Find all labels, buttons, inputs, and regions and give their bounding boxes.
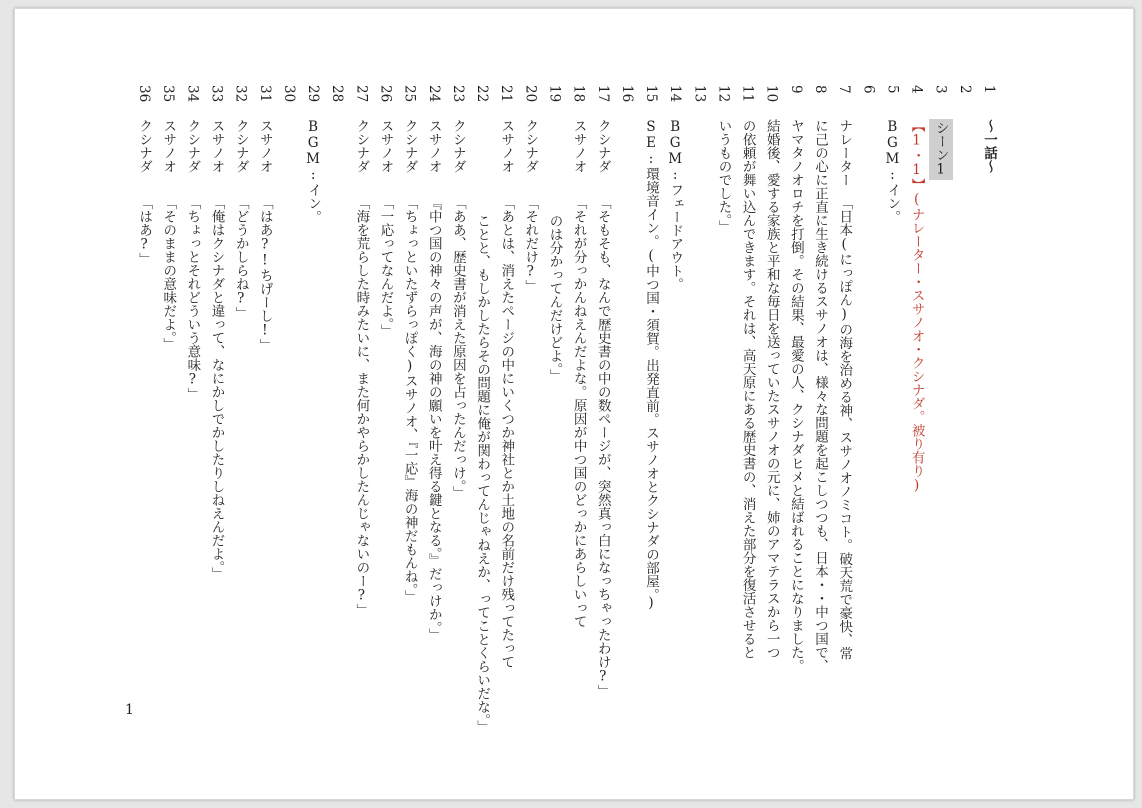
line-number: 22	[474, 85, 491, 103]
script-line	[277, 9, 301, 799]
line-number: 34	[184, 85, 201, 103]
line-number: 35	[160, 85, 177, 103]
line-number: 4	[908, 85, 925, 94]
speaker-name: スサノオ	[377, 119, 394, 173]
line-number: 31	[256, 85, 273, 103]
line-number: 17	[594, 85, 611, 103]
direction-text: ヤマタノオロチを打倒。その結果、最愛の人、クシナダヒメと結ばれることになりました。	[787, 119, 804, 673]
direction-text: の依頼が舞い込んできます。それは、高天原にある歴史書の、消えた部分を復活させると	[739, 119, 756, 659]
dialogue-text: 「ちょっといたずらっぽく)スサノオ、『一応』海の神だもんね。」	[401, 196, 418, 604]
dialogue-text: 「はあ?」	[136, 196, 153, 266]
script-line	[905, 9, 929, 799]
script-line	[374, 9, 398, 799]
line-number: 30	[280, 85, 297, 103]
speaker-name: スサノオ	[425, 119, 442, 173]
dialogue-text: 「どうかしらね?」	[232, 196, 249, 320]
speaker-name: クシナダ	[594, 119, 611, 173]
script-line	[687, 9, 711, 799]
script-line	[977, 9, 1001, 799]
script-line	[832, 9, 856, 799]
direction-text: BGM:イン。	[305, 119, 322, 224]
direction-text: いうものでした。」	[715, 119, 732, 234]
script-line	[470, 9, 494, 799]
line-number: 36	[136, 85, 153, 103]
line-number: 14	[667, 85, 684, 103]
line-number: 16	[618, 85, 635, 103]
script-line	[808, 9, 832, 799]
line-number: 27	[353, 85, 370, 103]
line-number: 18	[570, 85, 587, 103]
script-line	[615, 9, 639, 799]
dialogue-text: 「あとは、消えたページの中にいくつか神社とか土地の名前だけ残ってたって	[498, 196, 515, 669]
line-number: 5	[884, 85, 901, 94]
speaker-name: スサノオ	[570, 119, 587, 173]
dialogue-text: 「はあ?!ちげーし!」	[256, 196, 273, 352]
direction-text: BGM:フェードアウト。	[667, 119, 684, 291]
direction-text: シーン1	[929, 119, 953, 180]
speaker-name: スサノオ	[498, 119, 515, 173]
speaker-name: クシナダ	[522, 119, 539, 173]
direction-text: 【1・1】(ナレーター・スサノオ・クシナダ。被り有り)	[908, 119, 925, 494]
line-number: 6	[860, 85, 877, 94]
line-number: 7	[836, 85, 853, 94]
script-line	[398, 9, 422, 799]
dialogue-text: 「一応ってなんだよ。」	[377, 196, 394, 338]
script-line	[446, 9, 470, 799]
line-number: 8	[812, 85, 828, 94]
dialogue-text: 「そもそも、なんで歴史書の中の数ページが、突然真っ白になっちゃったわけ?」	[594, 196, 611, 698]
speaker-name: クシナダ	[232, 119, 249, 173]
script-line	[205, 9, 229, 799]
line-number: 3	[932, 85, 949, 94]
line-number: 19	[546, 85, 563, 103]
line-number: 23	[449, 85, 466, 103]
script-line	[736, 9, 760, 799]
script-line	[229, 9, 253, 799]
dialogue-text: 「ちょっとそれどういう意味?」	[184, 196, 201, 401]
script-line	[712, 9, 736, 799]
script-line	[784, 9, 808, 799]
direction-text: 〜一話〜	[981, 119, 997, 173]
line-number: 12	[715, 85, 732, 103]
line-number: 11	[739, 85, 756, 103]
dialogue-text: 「日本(にっぽん)の海を治める神、スサノオノミコト。破天荒で豪快、常	[836, 196, 853, 660]
line-number: 33	[208, 85, 225, 103]
dialogue-text: 「俺はクシナダと違って、なにかしでかしたりしねえんだよ。」	[208, 196, 225, 581]
line-number: 32	[232, 85, 249, 103]
line-number: 29	[305, 85, 322, 103]
script-line	[132, 9, 156, 799]
direction-text: 結婚後、愛する家族と平和な毎日を送っていたスサノオの元に、姉のアマテラスから一つ	[763, 119, 780, 659]
speaker-name: ナレーター	[836, 119, 853, 187]
dialogue-text: ことと、もしかしたらその問題に俺が関わってんじゃねえか、ってことくらいだな。」	[474, 214, 491, 734]
line-number: 20	[522, 85, 539, 103]
dialogue-text: 「海を荒らした時みたいに、また何かやらかしたんじゃないのー?」	[353, 196, 370, 617]
line-number: 24	[425, 85, 442, 103]
speaker-name: クシナダ	[184, 119, 201, 173]
dialogue-text: のは分かってんだけどよ。」	[546, 214, 563, 383]
script-line	[880, 9, 904, 799]
script-line	[543, 9, 567, 799]
script-line	[929, 9, 953, 799]
line-number: 9	[787, 85, 804, 94]
line-number: 15	[643, 85, 659, 103]
dialogue-text: 『中つ国の神々の声が、海の神の願いを叶え得る鍵となる。』だっけか。」	[425, 196, 442, 642]
speaker-name: クシナダ	[136, 119, 153, 173]
dialogue-text: 「ああ、歴史書が消えた原因を占ったんだっけ。」	[449, 196, 466, 500]
script-line	[325, 9, 349, 799]
document-page	[14, 8, 1134, 800]
speaker-name: クシナダ	[353, 119, 370, 173]
script-line	[953, 9, 977, 799]
script-line	[301, 9, 325, 799]
direction-text: BGM:イン。	[884, 119, 901, 224]
script-line	[639, 9, 663, 799]
script-line	[591, 9, 615, 799]
dialogue-text: 「そのままの意味だよ。」	[160, 196, 177, 352]
speaker-name: クシナダ	[401, 119, 418, 173]
script-line	[253, 9, 277, 799]
script-line	[760, 9, 784, 799]
script-line	[422, 9, 446, 799]
line-number: 28	[329, 85, 346, 103]
script-line	[349, 9, 373, 799]
speaker-name: スサノオ	[208, 119, 225, 173]
script-line	[180, 9, 204, 799]
line-number: 2	[956, 85, 973, 94]
line-number: 10	[763, 85, 780, 103]
script-line	[156, 9, 180, 799]
speaker-name: スサノオ	[256, 119, 273, 173]
line-number: 21	[498, 85, 515, 103]
speaker-name: クシナダ	[449, 119, 466, 173]
speaker-name: スサノオ	[160, 119, 177, 173]
line-number: 26	[377, 85, 394, 103]
script-line	[518, 9, 542, 799]
line-number: 1	[981, 85, 997, 94]
line-number: 13	[691, 85, 708, 103]
script-line	[567, 9, 591, 799]
direction-text: SE:環境音イン。(中つ国・須賀。出発直前。スサノオとクシナダの部屋。)	[643, 119, 659, 611]
script-line	[856, 9, 880, 799]
dialogue-text: 「それだけ?」	[522, 196, 539, 293]
script-line	[663, 9, 687, 799]
direction-text: に己の心に正直に生き続けるスサノオは、様々な問題を起こしつつも、日本・・中つ国で、	[812, 119, 828, 673]
page-number: 1	[125, 702, 134, 718]
script-line	[494, 9, 518, 799]
line-number: 25	[401, 85, 418, 103]
dialogue-text: 「それが分っかんねえんだよな。原因が中つ国のどっかにあらしいって	[570, 196, 587, 628]
